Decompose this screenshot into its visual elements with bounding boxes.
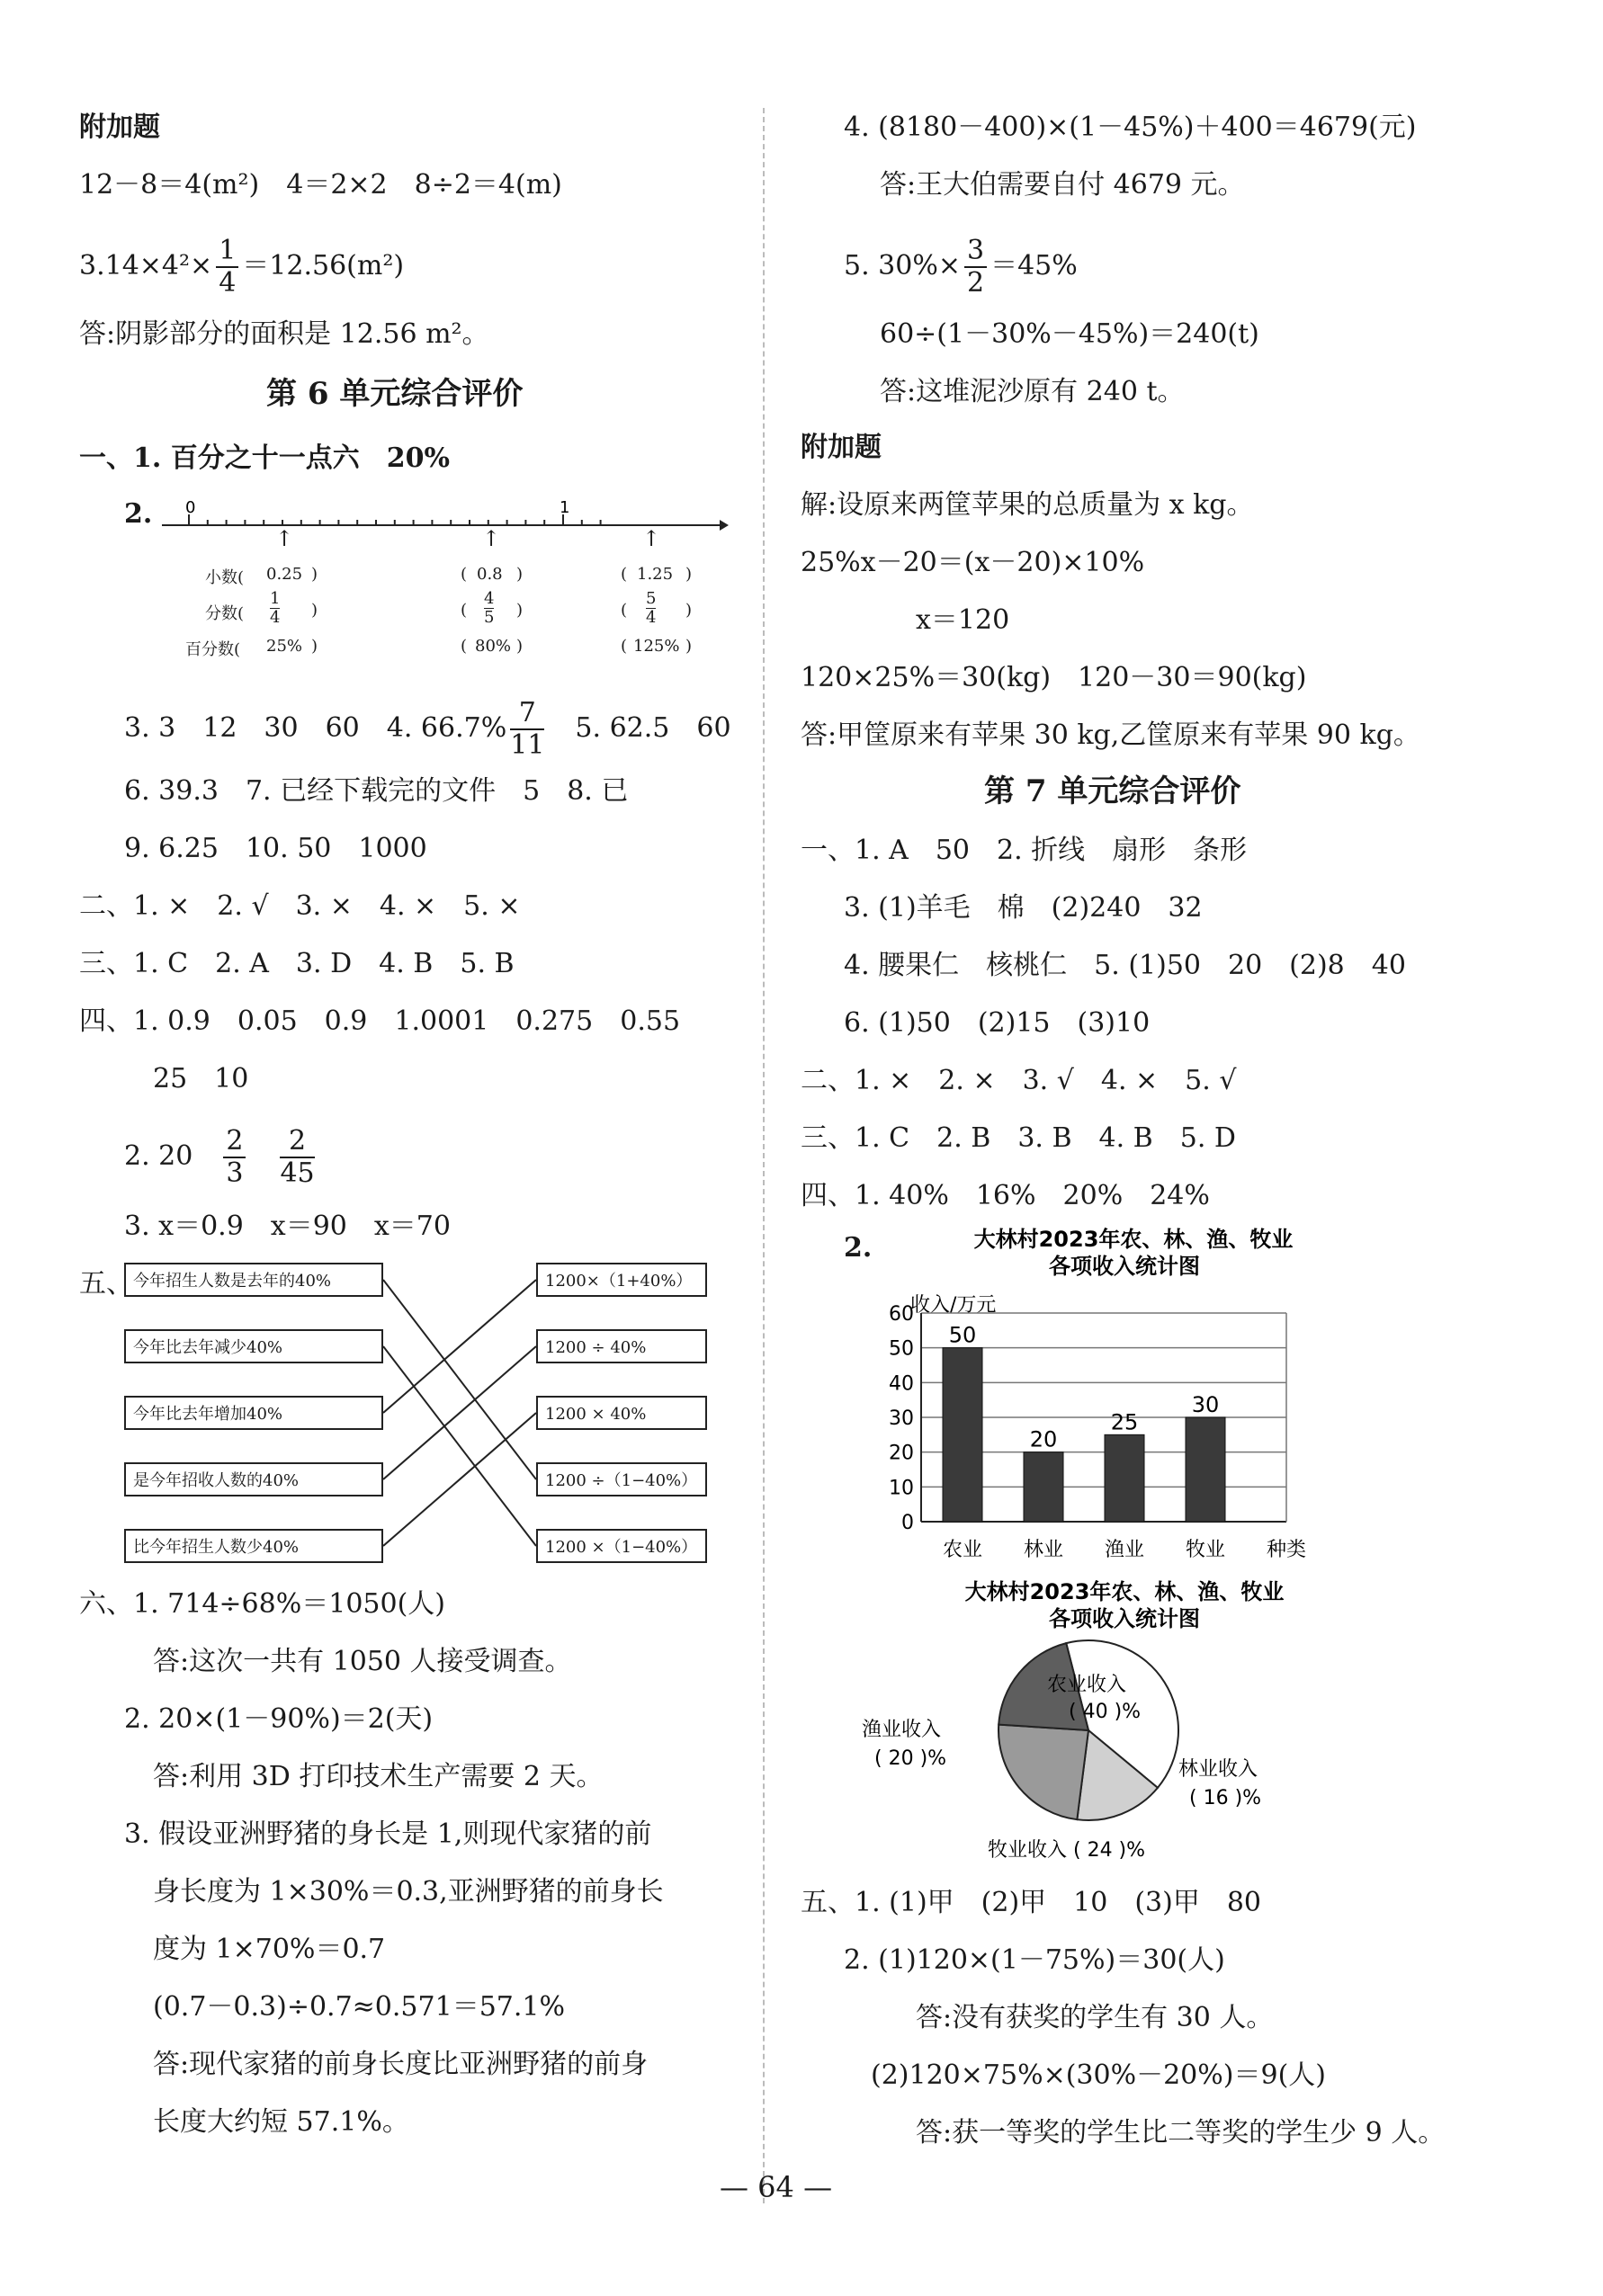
pie-label-fishery: 渔业收入 (862, 1719, 942, 1741)
extra-line-1: 12－8＝4(m²) 4＝2×2 8÷2＝4(m) (79, 169, 562, 201)
p3-percent: 125% (633, 637, 680, 656)
page-number: — 64 — (720, 2170, 833, 2204)
u6-q1: 一、1. 百分之十一点六 20% (79, 442, 451, 474)
extra-line-2: 3.14×4²× $\frac{1}{4}$ ＝12.56(m²) (79, 235, 405, 299)
p2-decimal: 0.8 (477, 565, 503, 584)
match-right-3: 1200 × 40% (536, 1396, 707, 1430)
extra-title: 附加题 (79, 112, 160, 143)
u6-sec6-3d: (0.7－0.3)÷0.7≈0.571＝57.1% (153, 1991, 565, 2023)
x-category-label: 牧业 (1185, 1539, 1226, 1561)
matching-lines (383, 1259, 536, 1565)
u6-sec6-3c: 度为 1×70%＝0.7 (153, 1934, 386, 1965)
u6-sec6-1: 六、1. 714÷68%＝1050(人) (79, 1588, 445, 1620)
extra2-line-4: 120×25%＝30(kg) 120－30＝90(kg) (801, 662, 1307, 693)
unit7-title: 第 7 单元综合评价 (984, 773, 1241, 809)
open-paren: ( (621, 601, 628, 620)
match-left-1: 今年招生人数是去年的40% (124, 1263, 383, 1297)
close-paren: ) (311, 601, 318, 620)
u7-sec5-2: 2. (1)120×(1－75%)＝30(人) (844, 1944, 1225, 1976)
u6-sec6-3a: 3. 假设亚洲野猪的身长是 1,则现代家猪的前 (124, 1818, 652, 1850)
bar-chart-title-1: 大林村2023年农、林、渔、牧业 (973, 1227, 1294, 1252)
y-tick-label: 10 (889, 1477, 914, 1500)
tick-0-label: 0 (185, 498, 196, 517)
match-left-4: 是今年招收人数的40% (124, 1462, 383, 1496)
match-line (383, 1280, 536, 1479)
pie-chart-title-1: 大林村2023年农、林、渔、牧业 (964, 1579, 1285, 1604)
match-line (383, 1413, 536, 1546)
bar-chart (864, 1223, 1331, 1565)
pie-label-forest: 林业收入 (1178, 1758, 1258, 1781)
u6-sec6-2a: 答:利用 3D 打印技术生产需要 2 天。 (153, 1761, 604, 1792)
u6-sec4-2: 2. 20 $\frac{2}{3}$ $\frac{2}{45}$ (124, 1125, 315, 1189)
match-right-4: 1200 ÷（1−40%） (536, 1462, 707, 1496)
extra2-line-2: 25%x－20＝(x－20)×10% (801, 547, 1145, 578)
pie-pct-agri: ( 40 )% (1069, 1701, 1142, 1723)
pie-chart (855, 1576, 1331, 1872)
y-tick-label: 50 (889, 1337, 914, 1361)
pie-chart-title-2: 各项收入统计图 (1049, 1606, 1200, 1631)
row-label-percent: 百分数( (185, 640, 241, 659)
r-q4a: 答:王大伯需要自付 4679 元。 (880, 169, 1245, 201)
close-paren: ) (516, 637, 524, 656)
arrow-up-icon: ↑ (482, 526, 501, 551)
u7-q6: 6. (1)50 (2)15 (3)10 (844, 1007, 1151, 1039)
u7-sec5-3: (2)120×75%×(30%－20%)＝9(人) (871, 2059, 1326, 2091)
u6-sec6-1a: 答:这次一共有 1050 人接受调查。 (153, 1646, 572, 1677)
match-right-1: 1200×（1+40%） (536, 1263, 707, 1297)
u6-sec3: 三、1. C 2. A 3. D 4. B 5. B (79, 948, 515, 979)
r-q5c: 60÷(1－30%－45%)＝240(t) (880, 318, 1259, 350)
u6-sec5-label: 五、 (79, 1268, 133, 1300)
arrow-up-icon: ↑ (275, 526, 294, 551)
pie-label-agri: 农业收入 (1047, 1674, 1127, 1696)
match-line (383, 1346, 536, 1479)
y-axis-label: 收入/万元 (910, 1294, 997, 1317)
open-paren: ( (461, 601, 468, 620)
unit6-title: 第 6 单元综合评价 (266, 376, 524, 412)
u6-sec4-1b: 25 10 (153, 1063, 249, 1094)
match-right-2: 1200 ÷ 40% (536, 1329, 707, 1363)
fraction: $\frac{1}{4}$ (216, 236, 238, 299)
u6-q3: 3. 3 12 30 60 4. 66.7% $\frac{7}{11}$ 5. 62.5 60 (124, 697, 731, 761)
bar-渔业 (1105, 1434, 1144, 1522)
match-line (383, 1346, 536, 1546)
u7-sec2: 二、1. × 2. × 3. √ 4. × 5. √ (801, 1065, 1237, 1096)
extra-answer: 答:阴影部分的面积是 12.56 m²。 (79, 318, 489, 350)
open-paren: ( (461, 565, 468, 584)
extra2-line-3: x＝120 (916, 604, 1010, 636)
u6-q6: 6. 39.3 7. 已经下载完的文件 5 8. 已 (124, 775, 629, 807)
u7-q4: 4. 腰果仁 核桃仁 5. (1)50 20 (2)8 40 (844, 950, 1406, 981)
u6-q2-label: 2. (124, 498, 153, 530)
p1-decimal: 0.25 (266, 565, 303, 584)
bar-chart-title-2: 各项收入统计图 (1049, 1254, 1200, 1279)
close-paren: ) (685, 637, 693, 656)
extra2-title: 附加题 (801, 432, 882, 463)
close-paren: ) (311, 637, 318, 656)
fraction: $\frac{2}{45}$ (280, 1125, 315, 1189)
extra2-answer: 答:甲筐原来有苹果 30 kg,乙筐原来有苹果 90 kg。 (801, 719, 1420, 751)
row-label-decimal: 小数( (205, 568, 245, 587)
y-tick-label: 0 (901, 1512, 914, 1534)
u7-sec5-3a: 答:获一等奖的学生比二等奖的学生少 9 人。 (916, 2117, 1446, 2149)
bar-value-label: 50 (948, 1322, 977, 1348)
fraction: $\frac{2}{3}$ (223, 1126, 246, 1189)
u6-sec6-2: 2. 20×(1－90%)＝2(天) (124, 1703, 434, 1735)
u7-q3: 3. (1)羊毛 棉 (2)240 32 (844, 892, 1203, 924)
u7-q1: 一、1. A 50 2. 折线 扇形 条形 (801, 835, 1248, 866)
open-paren: ( (461, 637, 468, 656)
bar-农业 (943, 1348, 982, 1522)
match-left-5: 比今年招生人数少40% (124, 1529, 383, 1563)
u6-sec6-3f: 长度大约短 57.1%。 (153, 2106, 409, 2138)
p3-fraction: 5 4 (646, 589, 657, 627)
open-paren: ( (621, 637, 628, 656)
match-line (383, 1280, 536, 1413)
pie-label-livestock: 牧业收入 ( 24 )% (988, 1839, 1146, 1862)
open-paren: ( (621, 565, 628, 584)
u6-sec6-3b: 身长度为 1×30%＝0.3,亚洲野猪的前身长 (153, 1876, 664, 1907)
r-q5d: 答:这堆泥沙原有 240 t。 (880, 376, 1185, 407)
bar-牧业 (1186, 1417, 1225, 1522)
p1-fraction: 1 4 (270, 589, 281, 627)
close-paren: ) (311, 565, 318, 584)
bar-林业 (1024, 1452, 1063, 1522)
close-paren: ) (685, 565, 693, 584)
match-right-5: 1200 ×（1−40%） (536, 1529, 707, 1563)
x-category-label: 农业 (942, 1539, 983, 1561)
u6-sec2: 二、1. × 2. √ 3. × 4. × 5. × (79, 890, 521, 922)
u7-sec5-1: 五、1. (1)甲 (2)甲 10 (3)甲 80 (801, 1887, 1261, 1918)
p2-fraction: 4 5 (484, 589, 495, 627)
r-q4: 4. (8180－400)×(1－45%)＋400＝4679(元) (844, 112, 1417, 143)
u6-sec4-1: 四、1. 0.9 0.05 0.9 1.0001 0.275 0.55 (79, 1005, 681, 1037)
x-axis-label: 种类 (1267, 1539, 1307, 1561)
pie-pct-forest: ( 16 )% (1189, 1787, 1262, 1809)
y-tick-label: 30 (889, 1407, 914, 1430)
arrow-up-icon: ↑ (642, 526, 661, 551)
column-divider (763, 108, 765, 2203)
y-tick-label: 20 (889, 1442, 914, 1465)
fraction: $\frac{7}{11}$ (510, 697, 545, 761)
close-paren: ) (685, 601, 693, 620)
u7-sec3: 三、1. C 2. B 3. B 4. B 5. D (801, 1122, 1236, 1154)
p1-percent: 25% (266, 637, 303, 656)
y-tick-label: 40 (889, 1372, 914, 1396)
bar-value-label: 20 (1029, 1426, 1058, 1452)
row-label-fraction: 分数( (205, 604, 245, 623)
p3-decimal: 1.25 (637, 565, 674, 584)
tick-1-label: 1 (560, 498, 570, 517)
pie-slice-牧业收入 (999, 1725, 1088, 1820)
r-q5: 5. 30%× $\frac{3}{2}$ ＝45% (844, 235, 1078, 299)
match-left-2: 今年比去年减少40% (124, 1329, 383, 1363)
u6-sec4-3: 3. x＝0.9 x＝90 x＝70 (124, 1211, 451, 1242)
u7-sec4: 四、1. 40% 16% 20% 24% (801, 1180, 1210, 1211)
x-category-label: 渔业 (1104, 1539, 1145, 1561)
bar-value-label: 30 (1191, 1392, 1220, 1417)
y-tick-label: 60 (889, 1303, 914, 1326)
u7-sec5-2a: 答:没有获奖的学生有 30 人。 (916, 2002, 1274, 2033)
close-paren: ) (516, 565, 524, 584)
u6-q9: 9. 6.25 10. 50 1000 (124, 833, 427, 864)
u7-sec4-2-label: 2. (844, 1232, 873, 1264)
x-category-label: 林业 (1023, 1539, 1064, 1561)
p2-percent: 80% (475, 637, 512, 656)
extra2-line-1: 解:设原来两筐苹果的总质量为 x kg。 (801, 489, 1254, 521)
close-paren: ) (516, 601, 524, 620)
u6-sec6-3e: 答:现代家猪的前身长度比亚洲野猪的前身 (153, 2049, 649, 2080)
bar-value-label: 25 (1110, 1409, 1139, 1435)
fraction: $\frac{3}{2}$ (964, 236, 987, 299)
pie-pct-fishery: ( 20 )% (874, 1747, 947, 1770)
match-left-3: 今年比去年增加40% (124, 1396, 383, 1430)
